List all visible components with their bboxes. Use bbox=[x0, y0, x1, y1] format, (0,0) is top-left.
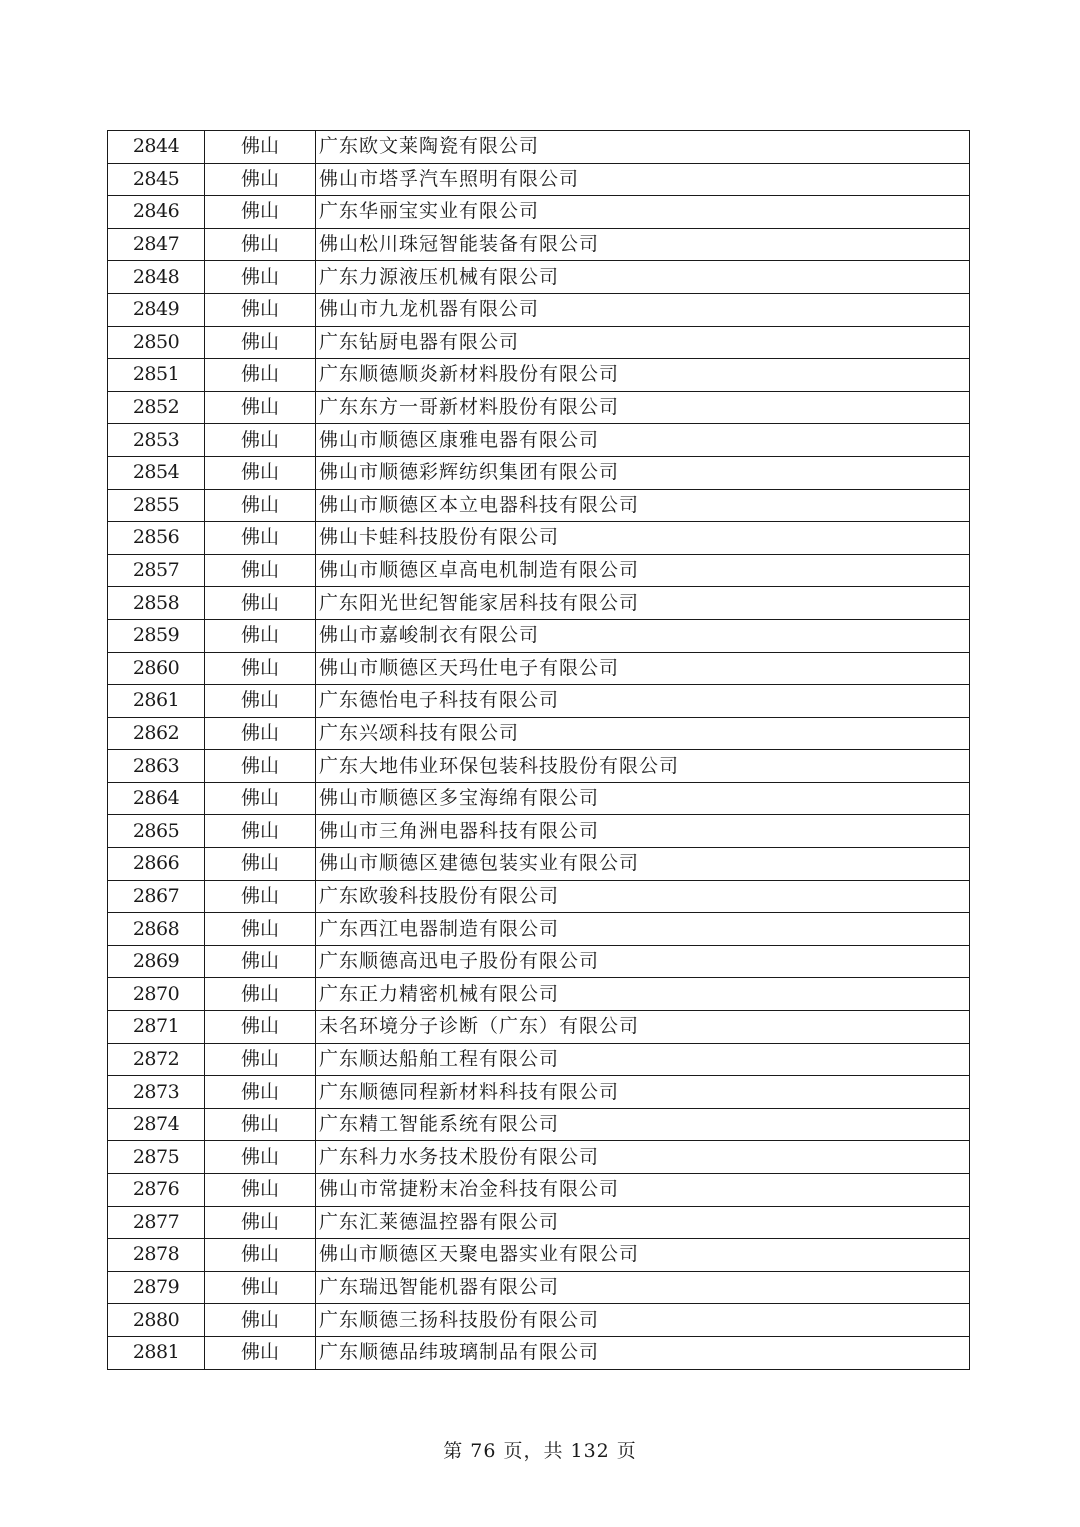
company-name-cell: 广东顺达船舶工程有限公司 bbox=[316, 1043, 970, 1076]
table-row bbox=[108, 228, 970, 261]
table-row bbox=[108, 1239, 970, 1272]
row-number-cell: 2856 bbox=[108, 522, 205, 555]
city-cell: 佛山 bbox=[205, 1336, 316, 1369]
table-row bbox=[108, 326, 970, 359]
city-cell: 佛山 bbox=[205, 1174, 316, 1207]
row-number-cell: 2870 bbox=[108, 978, 205, 1011]
table-row bbox=[108, 196, 970, 229]
row-number-cell: 2881 bbox=[108, 1336, 205, 1369]
table-row bbox=[108, 782, 970, 815]
row-number-cell: 2847 bbox=[108, 228, 205, 261]
row-number-cell: 2867 bbox=[108, 880, 205, 913]
city-cell: 佛山 bbox=[205, 391, 316, 424]
company-name-cell: 广东德怡电子科技有限公司 bbox=[316, 685, 970, 718]
city-cell: 佛山 bbox=[205, 1206, 316, 1239]
city-cell: 佛山 bbox=[205, 359, 316, 392]
city-cell: 佛山 bbox=[205, 1271, 316, 1304]
company-name-cell: 广东大地伟业环保包装科技股份有限公司 bbox=[316, 750, 970, 783]
company-name-cell: 广东科力水务技术股份有限公司 bbox=[316, 1141, 970, 1174]
table-row bbox=[108, 261, 970, 294]
table-row bbox=[108, 717, 970, 750]
city-cell: 佛山 bbox=[205, 1239, 316, 1272]
row-number-cell: 2853 bbox=[108, 424, 205, 457]
table-row bbox=[108, 587, 970, 620]
company-name-cell: 佛山市顺德区康雅电器有限公司 bbox=[316, 424, 970, 457]
table-row bbox=[108, 424, 970, 457]
table-row bbox=[108, 815, 970, 848]
city-cell: 佛山 bbox=[205, 1141, 316, 1174]
row-number-cell: 2846 bbox=[108, 196, 205, 229]
city-cell: 佛山 bbox=[205, 978, 316, 1011]
company-name-cell: 广东欧文莱陶瓷有限公司 bbox=[316, 131, 970, 164]
row-number-cell: 2852 bbox=[108, 391, 205, 424]
table-row bbox=[108, 1076, 970, 1109]
company-name-cell: 广东顺德品纬玻璃制品有限公司 bbox=[316, 1336, 970, 1369]
company-name-cell: 佛山市顺德区建德包装实业有限公司 bbox=[316, 848, 970, 881]
city-cell: 佛山 bbox=[205, 522, 316, 555]
table-row bbox=[108, 391, 970, 424]
company-name-cell: 广东钻厨电器有限公司 bbox=[316, 326, 970, 359]
row-number-cell: 2875 bbox=[108, 1141, 205, 1174]
row-number-cell: 2858 bbox=[108, 587, 205, 620]
table-row bbox=[108, 163, 970, 196]
row-number-cell: 2874 bbox=[108, 1108, 205, 1141]
city-cell: 佛山 bbox=[205, 163, 316, 196]
city-cell: 佛山 bbox=[205, 1043, 316, 1076]
table-row bbox=[108, 913, 970, 946]
table-row bbox=[108, 554, 970, 587]
row-number-cell: 2869 bbox=[108, 945, 205, 978]
table-row bbox=[108, 1271, 970, 1304]
city-cell: 佛山 bbox=[205, 1108, 316, 1141]
company-name-cell: 佛山市三角洲电器科技有限公司 bbox=[316, 815, 970, 848]
company-name-cell: 佛山市嘉峻制衣有限公司 bbox=[316, 619, 970, 652]
city-cell: 佛山 bbox=[205, 782, 316, 815]
company-list-table bbox=[107, 130, 970, 1370]
table-row bbox=[108, 1206, 970, 1239]
table-row bbox=[108, 945, 970, 978]
company-name-cell: 佛山市顺德区卓高电机制造有限公司 bbox=[316, 554, 970, 587]
row-number-cell: 2877 bbox=[108, 1206, 205, 1239]
city-cell: 佛山 bbox=[205, 945, 316, 978]
company-name-cell: 广东力源液压机械有限公司 bbox=[316, 261, 970, 294]
city-cell: 佛山 bbox=[205, 1304, 316, 1337]
row-number-cell: 2866 bbox=[108, 848, 205, 881]
city-cell: 佛山 bbox=[205, 228, 316, 261]
company-name-cell: 广东精工智能系统有限公司 bbox=[316, 1108, 970, 1141]
table-row bbox=[108, 1174, 970, 1207]
city-cell: 佛山 bbox=[205, 652, 316, 685]
table-row bbox=[108, 456, 970, 489]
city-cell: 佛山 bbox=[205, 293, 316, 326]
row-number-cell: 2871 bbox=[108, 1011, 205, 1044]
table-row bbox=[108, 1011, 970, 1044]
company-name-cell: 佛山市塔孚汽车照明有限公司 bbox=[316, 163, 970, 196]
city-cell: 佛山 bbox=[205, 424, 316, 457]
row-number-cell: 2845 bbox=[108, 163, 205, 196]
city-cell: 佛山 bbox=[205, 261, 316, 294]
row-number-cell: 2861 bbox=[108, 685, 205, 718]
row-number-cell: 2876 bbox=[108, 1174, 205, 1207]
row-number-cell: 2854 bbox=[108, 456, 205, 489]
city-cell: 佛山 bbox=[205, 880, 316, 913]
company-name-cell: 佛山市顺德区天玛仕电子有限公司 bbox=[316, 652, 970, 685]
table-row bbox=[108, 359, 970, 392]
row-number-cell: 2850 bbox=[108, 326, 205, 359]
table-row bbox=[108, 1336, 970, 1369]
city-cell: 佛山 bbox=[205, 326, 316, 359]
city-cell: 佛山 bbox=[205, 619, 316, 652]
city-cell: 佛山 bbox=[205, 750, 316, 783]
table-body bbox=[108, 131, 970, 1370]
company-name-cell: 佛山市顺德区本立电器科技有限公司 bbox=[316, 489, 970, 522]
company-name-cell: 广东汇莱德温控器有限公司 bbox=[316, 1206, 970, 1239]
company-name-cell: 佛山市常捷粉末冶金科技有限公司 bbox=[316, 1174, 970, 1207]
company-name-cell: 广东欧骏科技股份有限公司 bbox=[316, 880, 970, 913]
company-name-cell: 佛山松川珠冠智能装备有限公司 bbox=[316, 228, 970, 261]
table-row bbox=[108, 848, 970, 881]
row-number-cell: 2855 bbox=[108, 489, 205, 522]
city-cell: 佛山 bbox=[205, 815, 316, 848]
city-cell: 佛山 bbox=[205, 848, 316, 881]
row-number-cell: 2859 bbox=[108, 619, 205, 652]
row-number-cell: 2878 bbox=[108, 1239, 205, 1272]
row-number-cell: 2873 bbox=[108, 1076, 205, 1109]
row-number-cell: 2851 bbox=[108, 359, 205, 392]
company-name-cell: 广东阳光世纪智能家居科技有限公司 bbox=[316, 587, 970, 620]
company-name-cell: 佛山市顺德区多宝海绵有限公司 bbox=[316, 782, 970, 815]
row-number-cell: 2872 bbox=[108, 1043, 205, 1076]
row-number-cell: 2857 bbox=[108, 554, 205, 587]
page-number: 第 76 页，共 132 页 bbox=[443, 1440, 637, 1462]
company-name-cell: 广东顺德高迅电子股份有限公司 bbox=[316, 945, 970, 978]
table-row bbox=[108, 978, 970, 1011]
table-row bbox=[108, 1141, 970, 1174]
table-row bbox=[108, 1304, 970, 1337]
table-row bbox=[108, 1108, 970, 1141]
company-name-cell: 广东华丽宝实业有限公司 bbox=[316, 196, 970, 229]
table-row bbox=[108, 522, 970, 555]
company-name-cell: 广东西江电器制造有限公司 bbox=[316, 913, 970, 946]
table-row bbox=[108, 1043, 970, 1076]
row-number-cell: 2864 bbox=[108, 782, 205, 815]
city-cell: 佛山 bbox=[205, 554, 316, 587]
company-name-cell: 广东顺德同程新材料科技有限公司 bbox=[316, 1076, 970, 1109]
table-row bbox=[108, 880, 970, 913]
city-cell: 佛山 bbox=[205, 685, 316, 718]
company-name-cell: 佛山卡蛙科技股份有限公司 bbox=[316, 522, 970, 555]
company-name-cell: 广东顺德三扬科技股份有限公司 bbox=[316, 1304, 970, 1337]
company-name-cell: 广东东方一哥新材料股份有限公司 bbox=[316, 391, 970, 424]
company-name-cell: 广东瑞迅智能机器有限公司 bbox=[316, 1271, 970, 1304]
table-row bbox=[108, 293, 970, 326]
company-name-cell: 佛山市九龙机器有限公司 bbox=[316, 293, 970, 326]
city-cell: 佛山 bbox=[205, 717, 316, 750]
table-row bbox=[108, 652, 970, 685]
city-cell: 佛山 bbox=[205, 913, 316, 946]
row-number-cell: 2844 bbox=[108, 131, 205, 164]
row-number-cell: 2868 bbox=[108, 913, 205, 946]
city-cell: 佛山 bbox=[205, 489, 316, 522]
city-cell: 佛山 bbox=[205, 1011, 316, 1044]
row-number-cell: 2862 bbox=[108, 717, 205, 750]
row-number-cell: 2860 bbox=[108, 652, 205, 685]
company-name-cell: 佛山市顺德彩辉纺织集团有限公司 bbox=[316, 456, 970, 489]
row-number-cell: 2879 bbox=[108, 1271, 205, 1304]
company-name-cell: 广东兴颂科技有限公司 bbox=[316, 717, 970, 750]
row-number-cell: 2863 bbox=[108, 750, 205, 783]
row-number-cell: 2849 bbox=[108, 293, 205, 326]
table-row bbox=[108, 685, 970, 718]
table-row bbox=[108, 619, 970, 652]
city-cell: 佛山 bbox=[205, 131, 316, 164]
city-cell: 佛山 bbox=[205, 1076, 316, 1109]
city-cell: 佛山 bbox=[205, 587, 316, 620]
company-name-cell: 广东顺德顺炎新材料股份有限公司 bbox=[316, 359, 970, 392]
row-number-cell: 2848 bbox=[108, 261, 205, 294]
company-list-table-wrapper bbox=[107, 130, 970, 1370]
company-name-cell: 广东正力精密机械有限公司 bbox=[316, 978, 970, 1011]
row-number-cell: 2880 bbox=[108, 1304, 205, 1337]
city-cell: 佛山 bbox=[205, 196, 316, 229]
table-row bbox=[108, 489, 970, 522]
company-name-cell: 佛山市顺德区天聚电器实业有限公司 bbox=[316, 1239, 970, 1272]
city-cell: 佛山 bbox=[205, 456, 316, 489]
table-row bbox=[108, 131, 970, 164]
company-name-cell: 未名环境分子诊断（广东）有限公司 bbox=[316, 1011, 970, 1044]
table-row bbox=[108, 750, 970, 783]
row-number-cell: 2865 bbox=[108, 815, 205, 848]
